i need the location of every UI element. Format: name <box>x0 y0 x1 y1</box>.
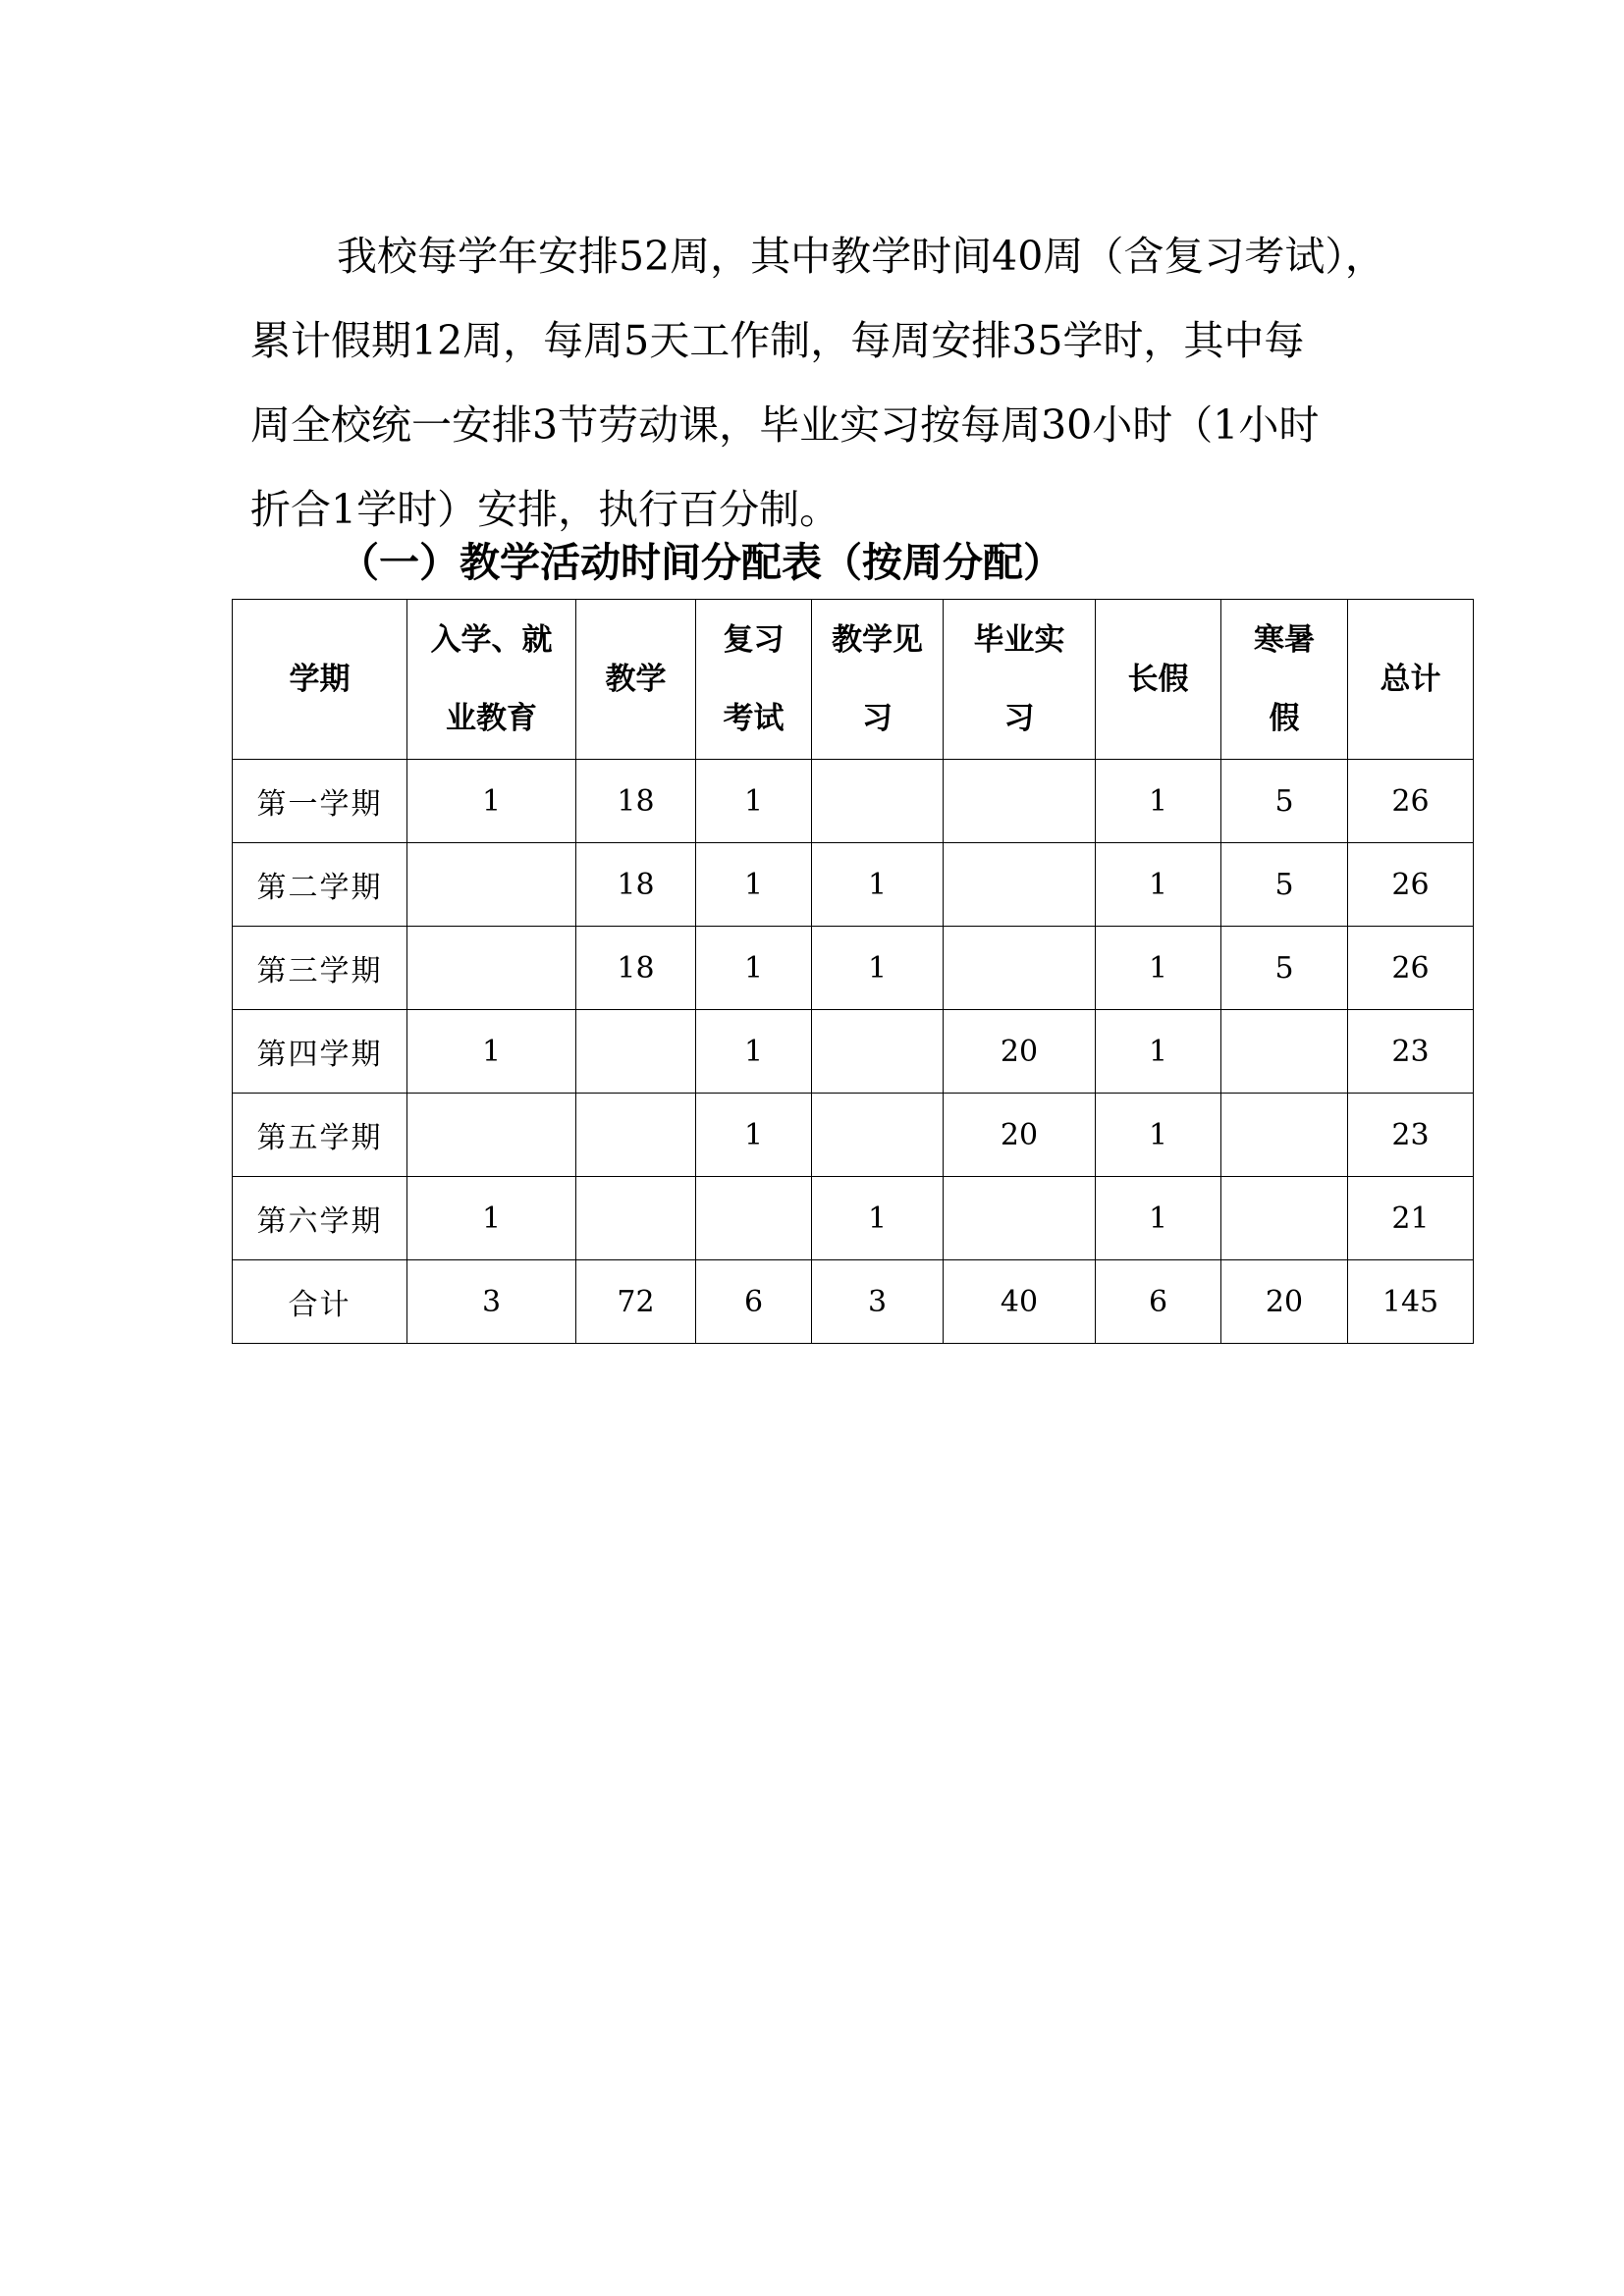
cell-total: 26 <box>1348 760 1474 843</box>
cell-observation <box>812 1010 944 1094</box>
cell-total: 21 <box>1348 1177 1474 1260</box>
table-total-row <box>233 1260 1474 1344</box>
cell-orientation-career <box>407 1094 576 1177</box>
cell-total: 23 <box>1348 1094 1474 1177</box>
cell-term: 第五学期 <box>233 1094 407 1177</box>
cell-internship <box>944 760 1096 843</box>
table-row <box>233 1177 1474 1260</box>
cell-long-holiday: 1 <box>1096 760 1221 843</box>
header-review-exam: 复习 考试 <box>696 600 812 760</box>
header-long-holiday: 长假 <box>1096 600 1221 760</box>
cell-review-exam: 1 <box>696 843 812 927</box>
table-row <box>233 927 1474 1010</box>
teaching-schedule-table <box>232 599 1474 1344</box>
cell-total: 23 <box>1348 1010 1474 1094</box>
cell-internship: 20 <box>944 1010 1096 1094</box>
cell-teaching: 72 <box>576 1260 696 1344</box>
cell-vacation <box>1221 1094 1348 1177</box>
cell-internship: 40 <box>944 1260 1096 1344</box>
cell-orientation-career <box>407 927 576 1010</box>
cell-teaching: 18 <box>576 927 696 1010</box>
cell-long-holiday: 1 <box>1096 843 1221 927</box>
cell-teaching <box>576 1094 696 1177</box>
cell-term: 合计 <box>233 1260 407 1344</box>
cell-internship <box>944 927 1096 1010</box>
cell-total: 26 <box>1348 843 1474 927</box>
cell-observation: 3 <box>812 1260 944 1344</box>
table-header-row <box>233 600 1474 760</box>
cell-review-exam: 1 <box>696 927 812 1010</box>
cell-teaching <box>576 1177 696 1260</box>
cell-long-holiday: 1 <box>1096 1094 1221 1177</box>
table-row <box>233 1094 1474 1177</box>
paragraph-line: 我校每学年安排52周，其中教学时间40周（含复习考试）， <box>337 233 1385 280</box>
paragraph-line: 累计假期12周，每周5天工作制，每周安排35学时，其中每 <box>250 317 1305 364</box>
table-row <box>233 1010 1474 1094</box>
section-title: （一）教学活动时间分配表（按周分配） <box>339 539 1063 586</box>
table-row <box>233 760 1474 843</box>
cell-teaching: 18 <box>576 760 696 843</box>
cell-observation: 1 <box>812 843 944 927</box>
cell-vacation: 5 <box>1221 760 1348 843</box>
cell-long-holiday: 6 <box>1096 1260 1221 1344</box>
cell-internship: 20 <box>944 1094 1096 1177</box>
cell-term: 第六学期 <box>233 1177 407 1260</box>
cell-vacation: 5 <box>1221 843 1348 927</box>
cell-orientation-career: 1 <box>407 1177 576 1260</box>
cell-long-holiday: 1 <box>1096 927 1221 1010</box>
cell-review-exam <box>696 1177 812 1260</box>
cell-term: 第四学期 <box>233 1010 407 1094</box>
cell-long-holiday: 1 <box>1096 1177 1221 1260</box>
cell-orientation-career: 1 <box>407 1010 576 1094</box>
cell-observation: 1 <box>812 927 944 1010</box>
cell-observation: 1 <box>812 1177 944 1260</box>
cell-internship <box>944 1177 1096 1260</box>
cell-vacation <box>1221 1177 1348 1260</box>
cell-orientation-career: 1 <box>407 760 576 843</box>
cell-orientation-career <box>407 843 576 927</box>
header-term: 学期 <box>233 600 407 760</box>
cell-review-exam: 1 <box>696 1094 812 1177</box>
header-internship: 毕业实 习 <box>944 600 1096 760</box>
cell-total: 26 <box>1348 927 1474 1010</box>
header-observation: 教学见 习 <box>812 600 944 760</box>
header-total: 总计 <box>1348 600 1474 760</box>
paragraph-line: 周全校统一安排3节劳动课，毕业实习按每周30小时（1小时 <box>250 401 1320 449</box>
paragraph-line: 折合1学时）安排，执行百分制。 <box>250 486 840 533</box>
cell-review-exam: 6 <box>696 1260 812 1344</box>
table-row <box>233 843 1474 927</box>
header-vacation: 寒暑 假 <box>1221 600 1348 760</box>
header-teaching: 教学 <box>576 600 696 760</box>
cell-vacation: 5 <box>1221 927 1348 1010</box>
cell-vacation: 20 <box>1221 1260 1348 1344</box>
cell-teaching <box>576 1010 696 1094</box>
cell-term: 第三学期 <box>233 927 407 1010</box>
cell-observation <box>812 760 944 843</box>
cell-review-exam: 1 <box>696 760 812 843</box>
cell-orientation-career: 3 <box>407 1260 576 1344</box>
cell-long-holiday: 1 <box>1096 1010 1221 1094</box>
intro-paragraph <box>250 214 1429 552</box>
cell-vacation <box>1221 1010 1348 1094</box>
cell-total: 145 <box>1348 1260 1474 1344</box>
cell-term: 第一学期 <box>233 760 407 843</box>
cell-review-exam: 1 <box>696 1010 812 1094</box>
cell-internship <box>944 843 1096 927</box>
header-orientation-career: 入学、就 业教育 <box>407 600 576 760</box>
cell-teaching: 18 <box>576 843 696 927</box>
cell-observation <box>812 1094 944 1177</box>
cell-term: 第二学期 <box>233 843 407 927</box>
